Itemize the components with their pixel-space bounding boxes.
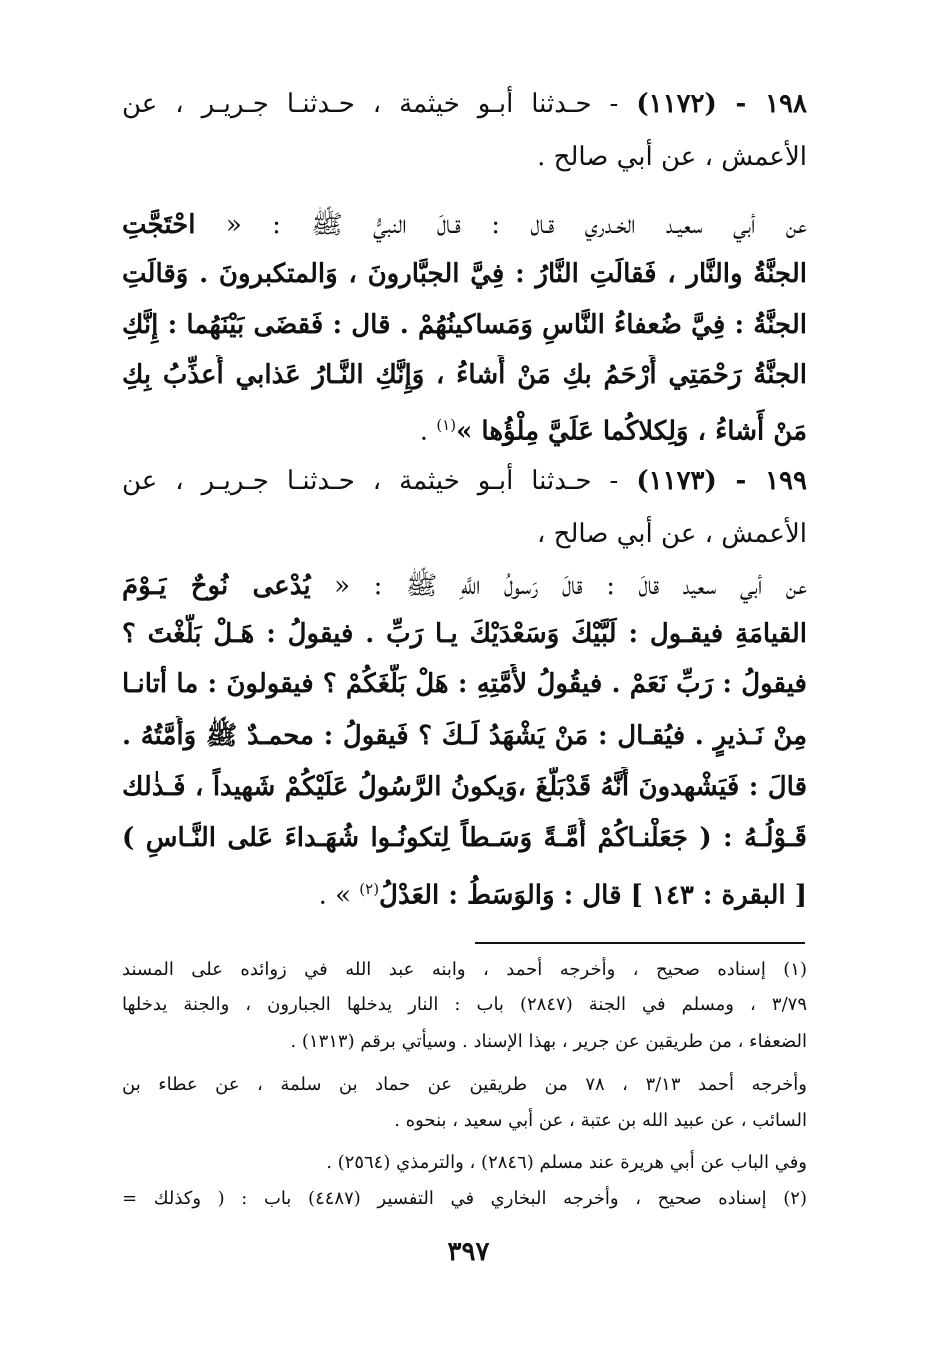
hadith-199-text-line-6: قَـوْلُـهُ : ( جَعَلْنـاكُمْ أُمَّـةً وَسَـطاً لِتكونُـوا شُهَـداءَ عَلى النَّـاسِ ) (122, 823, 807, 853)
hadith-198-text-line-1 (122, 205, 807, 247)
footnote-1-line-3: الضعفاء ، من طريقين عن جرير ، بهذا الإسناد . وسيأتي برقم (١٣١٣) . (290, 1031, 807, 1052)
hadith-198-chain-line-2: الأعمش ، عن أبي صالح . (537, 142, 807, 172)
hadith-199-chain-line-1 (122, 461, 807, 503)
hadith-199-chain-text: - حـدثنا أبـو خيثمة ، حـدثنـا جـريـر ، عن (122, 466, 619, 496)
hadith-198-period: . (419, 416, 429, 447)
hadith-198-matn-end: مَنْ أَشاءُ ، وَلِكلاكُما عَلَيَّ مِلْؤُها » (456, 416, 807, 447)
hadith-198-text-line-2: الجنَّةُ والنَّار ، فَقالَتِ النَّارُ : فِيَّ الجبَّارونَ ، وَالمتكبرونَ . وَقالَتِ (122, 259, 807, 289)
footnote-separator (475, 942, 805, 944)
hadith-198-intro: عن أبي سعيـد الخـدري قـال : قـالَ النبيُّ ﷺ : « (225, 210, 807, 240)
hadith-198-number: ١٩٨ - (١١٧٢) (636, 89, 807, 119)
hadith-199-text-line-3: فيقولُ : رَبِّ نَعَمْ . فيقُولُ لأُمَّتِهِ : هَلْ بَلَّغَكُمْ ؟ فيقولونَ : ما أتانـا (122, 669, 807, 699)
footnote-1-line-6: وفي الباب عن أبي هريرة عند مسلم (٢٨٤٦) ، والترمذي (٢٥٦٤) . (326, 1152, 807, 1173)
hadith-199-chain-line-2: الأعمش ، عن أبي صالح ، (537, 519, 807, 549)
footnote-ref-1: (١) (436, 416, 457, 434)
hadith-199-text-line-1 (122, 566, 807, 608)
hadith-198-chain-line-1 (122, 84, 807, 126)
hadith-198-text-line-3: الجنَّةُ : فِيَّ ضُعفاءُ النَّاسِ وَمَساكينُهُمْ . قال : فَقضَى بَيْنَهُما : إِنَّكِ (122, 310, 807, 340)
hadith-199-intro: عن أبي سعيد قالَ : قالَ رَسولُ اللَّهِ ﷺ : « (334, 571, 807, 601)
hadith-199-matn-start: يُدْعى نُوحٌ يَـوْمَ (122, 571, 311, 601)
page-number: ٣٩٧ (447, 1237, 490, 1267)
hadith-198-text-line-4: الجنَّةُ رَحْمَتِي أَرْحَمُ بكِ مَنْ أَشاءُ ، وَإِنَّكِ النَّـارُ عَذابي أُعذِّبُ بِكِ (122, 360, 807, 390)
footnote-ref-2: (٢) (359, 880, 380, 898)
hadith-198-chain-text: - حـدثنا أبـو خيثمة ، حـدثنـا جـريـر ، عن (122, 89, 619, 119)
hadith-199-text-line-2: القيامَةِ فيقـول : لَبَّيْكَ وَسَعْدَيْكَ يـا رَبِّ . فيقولُ : هَـلْ بَلَّغْتَ ؟ (122, 619, 807, 649)
footnote-1-line-4: وأخرجه أحمد ٣/١٣ ، ٧٨ من طريقين عن حماد بن سلمة ، عن عطاء بن (122, 1074, 807, 1095)
hadith-199-closing: » . (318, 880, 351, 911)
hadith-199-matn-end: [ البقرة : ١٤٣ ] قال : وَالوَسَطُ : العَدْلُ (379, 880, 807, 911)
hadith-199-text-line-7 (122, 869, 807, 911)
hadith-199-text-line-5: قالَ : فَيَشْهدونَ أَنَّهُ قَدْبَلَّغَ ،وَيكونُ الرَّسُولُ عَلَيْكُمْ شَهيداً ، فَـذٰلك (122, 772, 807, 802)
hadith-198-text-line-5 (122, 405, 807, 447)
footnote-1-line-2: ٣/٧٩ ، ومسلم في الجنة (٢٨٤٧) باب : النار يدخلها الجبارون ، والجنة يدخلها (122, 994, 807, 1015)
hadith-199-number: ١٩٩ - (١١٧٣) (636, 466, 807, 496)
footnote-1-line-1: (١) إسناده صحيح ، وأخرجه أحمد ، وابنه عبد الله في زوائده على المسند (122, 959, 807, 980)
footnote-2-line-1: (٢) إسناده صحيح ، وأخرجه البخاري في التفسير (٤٤٨٧) باب : ( وكذلك = (122, 1188, 807, 1209)
hadith-198-matn-start: احْتَجَّتِ (122, 210, 196, 240)
footnote-1-line-5: السائب ، عن عبيد الله بن عتبة ، عن أبي سعيد ، بنحوه . (394, 1110, 807, 1131)
hadith-199-text-line-4: مِنْ نَـذيرٍ . فيُقـال : مَنْ يَشْهَدُ لَـكَ ؟ فَيقولُ : محمـدٌ ﷺ وَأُمَّتُهُ . (122, 721, 807, 751)
